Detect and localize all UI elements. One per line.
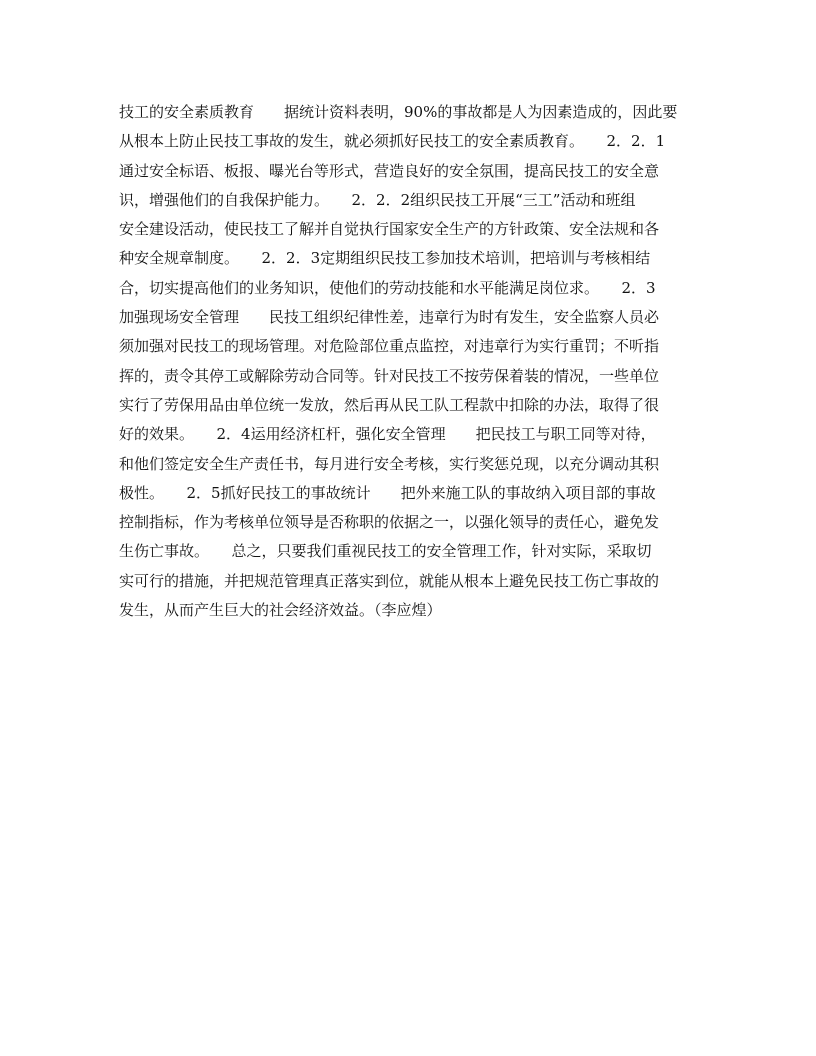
text-line: 极性。 2．5抓好民技工的事故统计 把外来施工队的事故纳入项目部的事故 xyxy=(119,483,656,502)
text-line: 识，增强他们的自我保护能力。 2．2．2组织民技工开展“三工”活动和班组 xyxy=(119,190,636,209)
text-line: 技工的安全素质教育 据统计资料表明，90%的事故都是人为因素造成的，因此要 xyxy=(119,103,678,121)
text-line: 实行了劳保用品由单位统一发放，然后再从民工队工程款中扣除的办法，取得了很 xyxy=(119,395,660,414)
text-line: 通过安全标语、板报、曝光台等形式，营造良好的安全氛围，提高民技工的安全意 xyxy=(119,161,660,180)
text-line: 加强现场安全管理 民技工组织纪律性差，违章行为时有发生，安全监察人员必 xyxy=(119,308,660,327)
text-line: 生伤亡事故。 总之，只要我们重视民技工的安全管理工作，针对实际，采取切 xyxy=(119,542,652,561)
body-text xyxy=(119,98,709,625)
text-line: 合，切实提高他们的业务知识，使他们的劳动技能和水平能满足岗位求。 2．3 xyxy=(119,278,656,297)
text-line: 安全建设活动，使民技工了解并自觉执行国家安全生产的方针政策、安全法规和各 xyxy=(119,220,660,239)
text-line: 和他们签定安全生产责任书，每月进行安全考核，实行奖惩兑现，以充分调动其积 xyxy=(119,454,660,473)
text-line: 发生，从而产生巨大的社会经济效益。（李应煌） xyxy=(119,601,442,620)
text-line: 挥的，责令其停工或解除劳动合同等。针对民技工不按劳保着装的情况，一些单位 xyxy=(119,366,660,385)
text-line: 好的效果。 2．4运用经济杠杆，强化安全管理 把民技工与职工同等对待， xyxy=(119,425,656,444)
text-line: 实可行的措施，并把规范管理真正落实到位，就能从根本上避免民技工伤亡事故的 xyxy=(119,571,660,590)
text-line: 控制指标，作为考核单位领导是否称职的依据之一，以强化领导的责任心，避免发 xyxy=(119,513,660,532)
text-line: 种安全规章制度。 2．2．3定期组织民技工参加技术培训，把培训与考核相结 xyxy=(119,249,651,268)
text-line: 须加强对民技工的现场管理。对危险部位重点监控，对违章行为实行重罚；不听指 xyxy=(119,337,660,356)
text-line: 从根本上防止民技工事故的发生，就必须抓好民技工的安全素质教育。 2．2．1 xyxy=(119,132,666,151)
